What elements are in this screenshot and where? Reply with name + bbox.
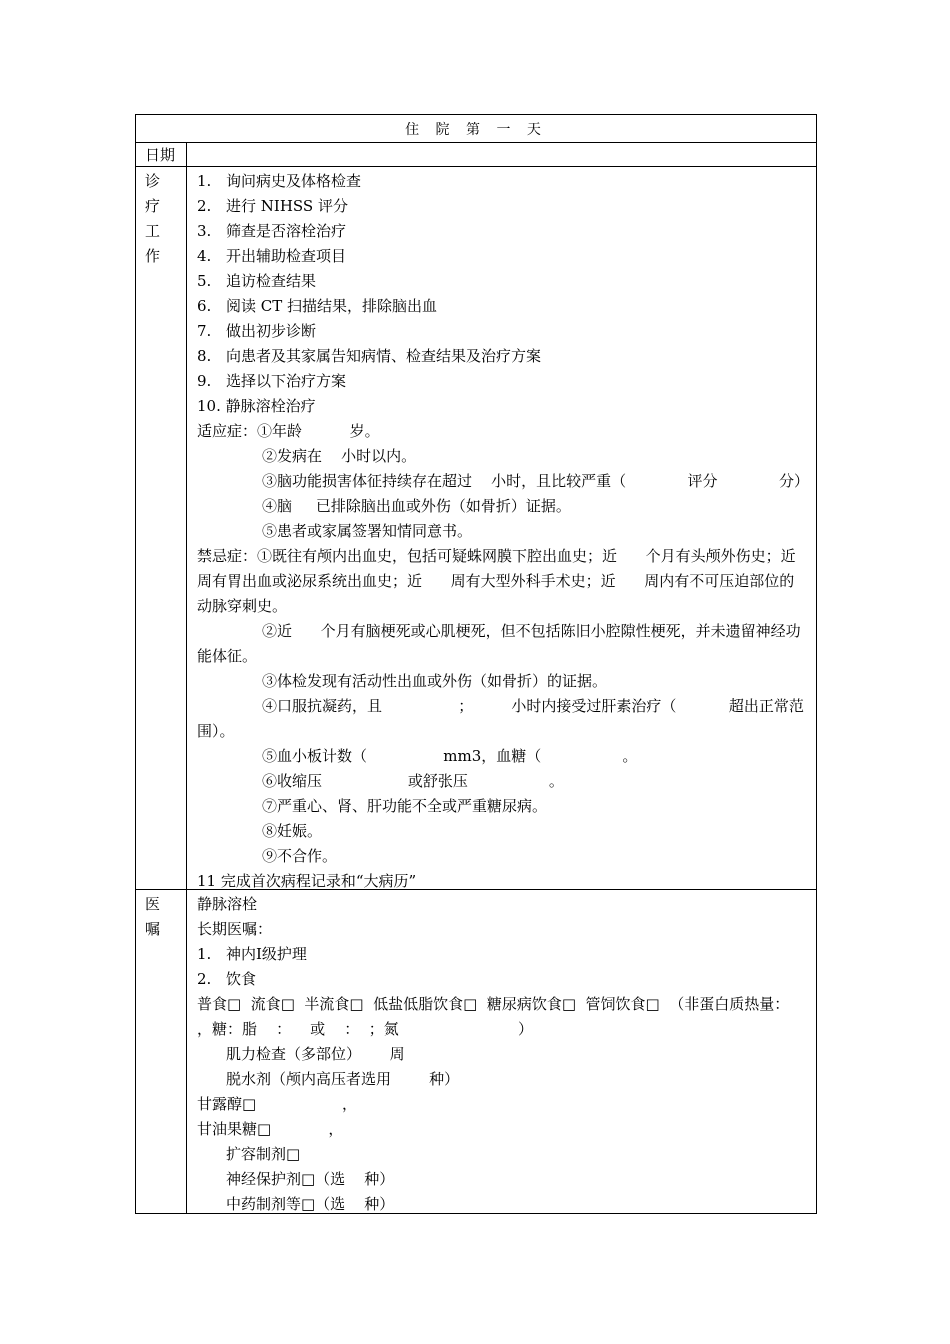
label-char: 诊 — [145, 172, 161, 190]
column-divider — [186, 142, 187, 1213]
order-item: 肌力检查（多部位） 周 — [226, 1045, 405, 1063]
order-subheading: 长期医嘱： — [197, 920, 273, 938]
contraindication-item: ④口服抗凝药，且 ； 小时内接受过肝素治疗（ 超出正常范围）。 — [197, 697, 804, 740]
clinical-pathway-table — [135, 114, 885, 1214]
order-checkbox-item[interactable]: 神经保护剂□（选 种） — [226, 1170, 395, 1188]
orders-content — [197, 892, 885, 1217]
table-title: 住 院 第 一 天 — [405, 122, 547, 138]
indication-item — [197, 469, 809, 494]
list-item: 11 完成首次病程记录和“大病历” — [197, 872, 417, 890]
contraindication-item: ⑥收缩压 或舒张压 。 — [262, 772, 564, 790]
row-divider — [136, 166, 816, 167]
work-content — [197, 169, 825, 894]
label-char: 作 — [145, 247, 161, 265]
order-checkbox-item[interactable]: 扩容制剂□ — [226, 1145, 301, 1163]
list-item: 3. 筛查是否溶栓治疗 — [197, 222, 347, 240]
list-item: 1. 神内Ⅰ级护理 — [197, 945, 307, 963]
contraindication-item: 禁忌症：①既往有颅内出血史，包括可疑蛛网膜下腔出血史；近 个月有头颅外伤史；近 周有胃出血或泌尿系统出血史；近 周有大型外科手术史；近 周内有不可压迫部位的动脉穿刺史。 — [197, 547, 825, 615]
contraindication-item: ⑧妊娠。 — [262, 822, 323, 840]
contraindication-item: ⑨不合作。 — [262, 847, 338, 865]
indication-heading: 适应症：①年龄 岁。 — [197, 422, 380, 440]
section-label-orders — [145, 892, 165, 942]
list-item: 8. 向患者及其家属告知病情、检查结果及治疗方案 — [197, 347, 542, 365]
indication-item: ②发病在 小时以内。 — [262, 447, 417, 465]
list-item: 6. 阅读 CT 扫描结果，排除脑出血 — [197, 297, 438, 315]
list-item: 10. 静脉溶栓治疗 — [197, 397, 316, 415]
indication-item: ④脑 已排除脑出血或外伤（如骨折）证据。 — [262, 497, 571, 515]
label-char: 工 — [145, 222, 161, 240]
contraindication-item: ②近 个月有脑梗死或心肌梗死，但不包括陈旧小腔隙性梗死，并未遗留神经功能体征。 — [197, 622, 801, 665]
contraindication-item: ⑦严重心、肾、肝功能不全或严重糖尿病。 — [262, 797, 548, 815]
indication-text: 评分 — [687, 472, 718, 490]
order-checkbox-item[interactable]: 中药制剂等□（选 种） — [226, 1195, 395, 1213]
order-heading: 静脉溶栓 — [197, 895, 258, 913]
list-item: 4. 开出辅助检查项目 — [197, 247, 347, 265]
indication-item: ⑤患者或家属签署知情同意书。 — [262, 522, 473, 540]
list-item: 2. 饮食 — [197, 970, 257, 988]
order-checkbox-item[interactable]: 甘油果糖□ ， — [197, 1120, 344, 1138]
section-label-work — [145, 169, 165, 269]
list-item: 5. 追访检查结果 — [197, 272, 317, 290]
order-checkbox-item[interactable]: 甘露醇□ ， — [197, 1095, 357, 1113]
list-item: 9. 选择以下治疗方案 — [197, 372, 347, 390]
indication-text: 分） — [778, 472, 809, 490]
diet-options[interactable]: 普食□ 流食□ 半流食□ 低盐低脂饮食□ 糖尿病饮食□ 管饲饮食□ （非蛋白质热量： ，糖：脂 ： 或 ： ；氮 ） — [197, 995, 885, 1038]
label-char: 医 — [145, 895, 161, 913]
list-item: 1. 询问病史及体格检查 — [197, 172, 362, 190]
indication-text: ③脑功能损害体征持续存在超过 小时，且比较严重（ — [262, 472, 627, 490]
contraindication-item: ③体检发现有活动性出血或外伤（如骨折）的证据。 — [262, 672, 608, 690]
order-item: 脱水剂（颅内高压者选用 种） — [226, 1070, 460, 1088]
list-item: 7. 做出初步诊断 — [197, 322, 317, 340]
date-label: 日期 — [145, 146, 176, 164]
label-char: 嘱 — [145, 920, 161, 938]
label-char: 疗 — [145, 197, 161, 215]
contraindication-item: ⑤血小板计数（ mm3，血糖（ 。 — [262, 747, 638, 765]
list-item: 2. 进行 NIHSS 评分 — [197, 197, 348, 215]
date-cell[interactable] — [197, 143, 809, 166]
